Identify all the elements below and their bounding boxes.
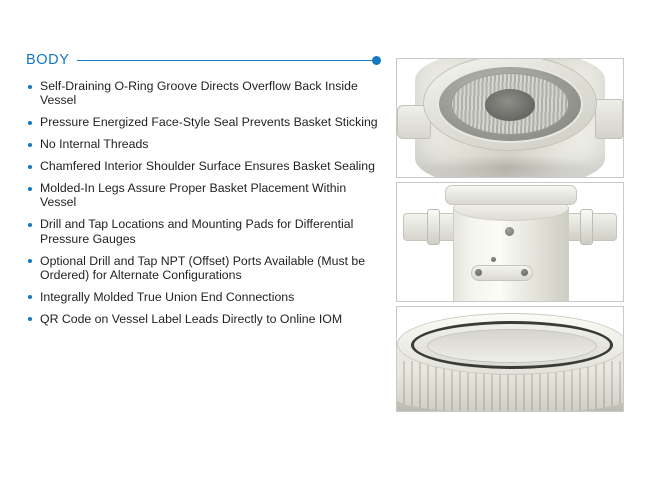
list-item: Chamfered Interior Shoulder Surface Ensures Basket Sealing [26,159,381,173]
drill-tap-hole-shape [521,269,528,276]
list-item: QR Code on Vessel Label Leads Directly to Online IOM [26,312,381,326]
body-features-column [26,50,381,334]
list-item: Optional Drill and Tap NPT (Offset) Ports Available (Must be Ordered) for Alternate Configurations [26,254,381,283]
photo-canvas [397,183,623,301]
left-union-nut-shape [427,209,440,245]
list-item: Molded-In Legs Assure Proper Basket Placement Within Vessel [26,181,381,210]
list-item: Self-Draining O-Ring Groove Directs Overflow Back Inside Vessel [26,79,381,108]
list-item: Integrally Molded True Union End Connections [26,290,381,304]
basket-core-shape [485,89,535,121]
vessel-shell-shape [453,207,569,302]
section-header [26,50,381,70]
gauge-tap-shape [505,227,514,236]
drill-tap-hole-shape [491,257,496,262]
right-union-nut-shape [580,209,593,245]
photo-shadow [417,155,603,178]
page-title: BODY [26,52,70,68]
vessel-body-side-ports-photo [396,182,624,302]
chamfered-shoulder-shape [427,329,597,363]
photo-canvas [397,59,623,177]
drill-tap-hole-shape [475,269,482,276]
feature-list [26,79,381,326]
o-ring-groove-closeup-photo [396,306,624,412]
photo-canvas [397,307,623,411]
header-rule [77,60,373,61]
vessel-top-view-with-basket-photo [396,58,624,178]
list-item: Pressure Energized Face-Style Seal Prevents Basket Sticking [26,115,381,129]
header-dot-icon [372,56,381,65]
vessel-right-port-shape [595,99,623,139]
vessel-collar-shape [445,185,577,205]
list-item: No Internal Threads [26,137,381,151]
list-item: Drill and Tap Locations and Mounting Pads for Differential Pressure Gauges [26,217,381,246]
photo-shadow [397,371,623,411]
